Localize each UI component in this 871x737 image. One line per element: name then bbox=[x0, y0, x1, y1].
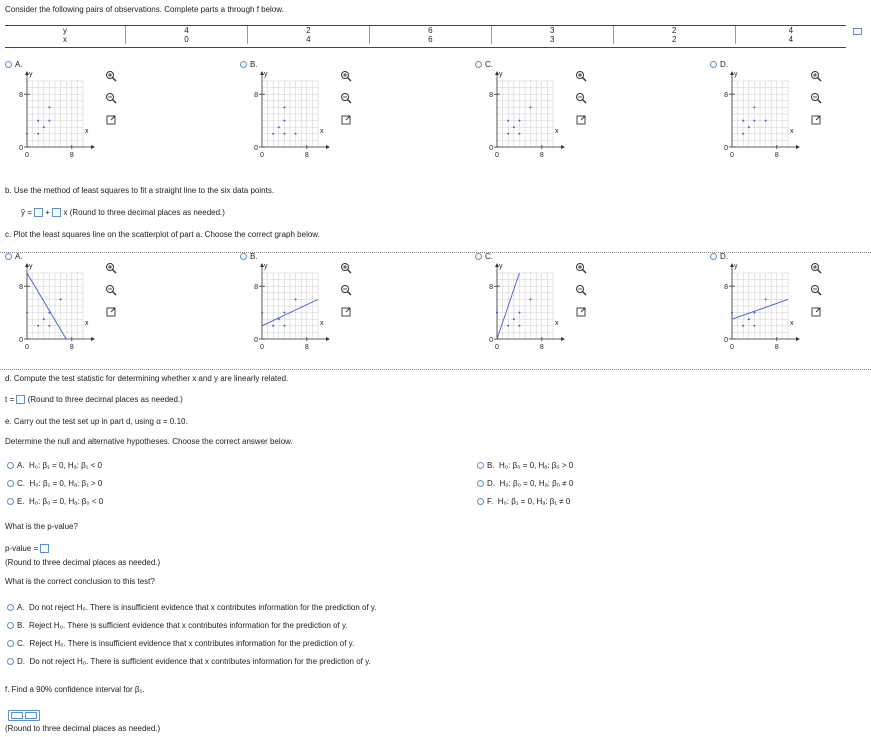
intercept-input[interactable] bbox=[34, 208, 43, 217]
x-tick-label: 0 bbox=[730, 152, 734, 159]
zoom-out-icon[interactable] bbox=[575, 284, 587, 296]
zoom-in-icon[interactable] bbox=[810, 70, 822, 82]
data-point bbox=[518, 120, 520, 122]
data-point bbox=[37, 120, 39, 122]
t-stat-row bbox=[5, 395, 183, 405]
graph-option-label[interactable]: C. bbox=[475, 60, 493, 70]
graph-option-b[interactable] bbox=[240, 252, 360, 362]
hypothesis-option-f[interactable]: F. H₀: β₁ = 0, Hₐ: β₁ ≠ 0 bbox=[477, 497, 570, 507]
data-point bbox=[742, 325, 744, 327]
popout-icon[interactable] bbox=[105, 306, 117, 318]
radio-icon[interactable] bbox=[7, 462, 14, 469]
hypothesis-option-b[interactable]: B. H₀: β₀ = 0, Hₐ: β₀ > 0 bbox=[477, 461, 573, 471]
x-cell: 6 bbox=[369, 35, 491, 44]
conclusion-option-d[interactable]: D. Do not reject H₀. There is sufficient evidence that x contributes information for the prediction of y. bbox=[7, 657, 371, 667]
data-point bbox=[295, 133, 297, 135]
graph-option-c[interactable] bbox=[475, 60, 595, 170]
y-header: y bbox=[63, 26, 67, 35]
zoom-in-icon[interactable] bbox=[105, 262, 117, 274]
data-point bbox=[283, 312, 285, 314]
t-stat-input[interactable] bbox=[16, 395, 25, 404]
y-axis-label: y bbox=[264, 71, 268, 78]
data-point bbox=[731, 312, 733, 314]
data-point bbox=[748, 318, 750, 320]
x-tick-label: 0 bbox=[730, 344, 734, 351]
data-point bbox=[43, 126, 45, 128]
y-axis-label: y bbox=[734, 263, 738, 270]
y-cell: 2 bbox=[613, 26, 735, 35]
part-b-equation bbox=[21, 208, 225, 218]
pvalue-row bbox=[5, 544, 49, 554]
x-tick-label: 0 bbox=[25, 344, 29, 351]
copy-table-icon[interactable] bbox=[853, 28, 862, 35]
radio-icon[interactable] bbox=[7, 622, 14, 629]
graph-option-b[interactable] bbox=[240, 60, 360, 170]
data-point bbox=[765, 120, 767, 122]
conclusion-option-a[interactable]: A. Do not reject H₀. There is insufficient evidence that x contributes information for the prediction of y. bbox=[7, 603, 377, 613]
data-point bbox=[283, 325, 285, 327]
popout-icon[interactable] bbox=[340, 306, 352, 318]
y-cell: 4 bbox=[735, 26, 846, 35]
observations-grid bbox=[5, 26, 846, 44]
hypothesis-option-a[interactable]: A. H₀: β₁ = 0, Hₐ: β₁ < 0 bbox=[7, 461, 102, 471]
y-tick-label: 8 bbox=[724, 92, 728, 100]
part-e-text: e. Carry out the test set up in part d, using α = 0.10. bbox=[5, 417, 188, 426]
pvalue-question: What is the p-value? bbox=[5, 522, 78, 531]
data-point bbox=[272, 325, 274, 327]
radio-icon[interactable] bbox=[477, 498, 484, 505]
radio-icon[interactable] bbox=[7, 498, 14, 505]
data-point bbox=[295, 298, 297, 300]
radio-icon[interactable] bbox=[7, 658, 14, 665]
data-point bbox=[48, 120, 50, 122]
popout-icon[interactable] bbox=[810, 114, 822, 126]
interval-upper-input[interactable] bbox=[25, 712, 37, 719]
data-point bbox=[753, 106, 755, 108]
y-axis-label: y bbox=[734, 71, 738, 78]
graph-option-label[interactable]: C. bbox=[475, 252, 493, 262]
data-point bbox=[742, 120, 744, 122]
interval-input-group[interactable] bbox=[8, 710, 40, 721]
zoom-in-icon[interactable] bbox=[340, 70, 352, 82]
graph-option-label[interactable]: A. bbox=[5, 252, 23, 262]
data-point bbox=[518, 312, 520, 314]
radio-icon[interactable] bbox=[7, 604, 14, 611]
zoom-in-icon[interactable] bbox=[810, 262, 822, 274]
y-cell: 2 bbox=[247, 26, 369, 35]
zoom-out-icon[interactable] bbox=[105, 284, 117, 296]
graph-option-d[interactable] bbox=[710, 60, 830, 170]
popout-icon[interactable] bbox=[105, 114, 117, 126]
x-tick-label: 8 bbox=[539, 344, 544, 351]
x-axis-arrow-icon bbox=[91, 337, 95, 341]
radio-icon[interactable] bbox=[7, 640, 14, 647]
data-point bbox=[283, 120, 285, 122]
part-b-text: b. Use the method of least squares to fit a straight line to the six data points. bbox=[5, 186, 275, 195]
zoom-out-icon[interactable] bbox=[575, 92, 587, 104]
x-cell: 0 bbox=[126, 35, 248, 44]
graph-option-label[interactable]: B. bbox=[240, 252, 258, 262]
zoom-out-icon[interactable] bbox=[340, 92, 352, 104]
radio-icon[interactable] bbox=[477, 462, 484, 469]
y-tick-label: 0 bbox=[19, 337, 23, 344]
zoom-out-icon[interactable] bbox=[340, 284, 352, 296]
x-axis-label: x bbox=[790, 320, 794, 327]
data-point bbox=[278, 126, 280, 128]
interval-lower-input[interactable] bbox=[11, 712, 23, 719]
x-tick-label: 8 bbox=[69, 344, 74, 351]
zoom-in-icon[interactable] bbox=[340, 262, 352, 274]
data-point bbox=[272, 133, 274, 135]
graph-option-a[interactable] bbox=[5, 60, 125, 170]
data-point bbox=[496, 312, 498, 314]
data-point bbox=[513, 126, 515, 128]
y-tick-label: 8 bbox=[254, 284, 258, 292]
y-tick-label: 0 bbox=[724, 337, 728, 344]
hypothesis-option-c[interactable]: C. H₀: β₁ = 0, Hₐ: β₁ > 0 bbox=[7, 479, 102, 489]
x-cell: 4 bbox=[735, 35, 846, 44]
data-point bbox=[507, 133, 509, 135]
x-axis-label: x bbox=[320, 320, 324, 327]
graph-option-label[interactable]: B. bbox=[240, 60, 258, 70]
data-point bbox=[48, 325, 50, 327]
data-point bbox=[765, 298, 767, 300]
y-cell: 6 bbox=[369, 26, 491, 35]
y-cell: 4 bbox=[126, 26, 248, 35]
pvalue-label: p-value = bbox=[5, 544, 39, 553]
y-axis-label: y bbox=[29, 263, 33, 270]
data-point bbox=[26, 133, 28, 135]
data-point bbox=[60, 298, 62, 300]
data-point bbox=[48, 106, 50, 108]
data-point bbox=[283, 106, 285, 108]
x-axis-arrow-icon bbox=[561, 337, 565, 341]
radio-icon[interactable] bbox=[477, 480, 484, 487]
y-tick-label: 0 bbox=[19, 145, 23, 152]
popout-icon[interactable] bbox=[575, 114, 587, 126]
data-point bbox=[753, 120, 755, 122]
zoom-out-icon[interactable] bbox=[105, 92, 117, 104]
part-f-round-note: (Round to three decimal places as needed.) bbox=[5, 724, 161, 733]
graph-option-label[interactable]: D. bbox=[710, 252, 728, 262]
x-axis-arrow-icon bbox=[796, 145, 800, 149]
x-tick-label: 0 bbox=[260, 344, 264, 351]
part-c-text: c. Plot the least squares line on the scatterplot of part a. Choose the correct graph below. bbox=[5, 230, 320, 239]
data-point bbox=[43, 318, 45, 320]
zoom-in-icon[interactable] bbox=[105, 70, 117, 82]
y-tick-label: 8 bbox=[724, 284, 728, 292]
data-point bbox=[518, 325, 520, 327]
y-axis-label: y bbox=[29, 71, 33, 78]
radio-icon[interactable] bbox=[7, 480, 14, 487]
x-tick-label: 8 bbox=[774, 344, 779, 351]
divider bbox=[0, 369, 871, 370]
data-point bbox=[518, 133, 520, 135]
graph-option-c[interactable] bbox=[475, 252, 595, 362]
y-tick-label: 8 bbox=[19, 92, 23, 100]
x-axis-label: x bbox=[85, 320, 89, 327]
popout-icon[interactable] bbox=[340, 114, 352, 126]
x-cell: 4 bbox=[247, 35, 369, 44]
x-tick-label: 0 bbox=[25, 152, 29, 159]
y-tick-label: 8 bbox=[254, 92, 258, 100]
zoom-in-icon[interactable] bbox=[575, 262, 587, 274]
x-header: x bbox=[63, 35, 67, 44]
t-round-note: (Round to three decimal places as needed.) bbox=[27, 395, 183, 404]
x-tick-label: 0 bbox=[260, 152, 264, 159]
y-tick-label: 8 bbox=[489, 92, 493, 100]
data-point bbox=[261, 312, 263, 314]
intro-text: Consider the following pairs of observations. Complete parts a through f below. bbox=[5, 5, 284, 14]
zoom-out-icon[interactable] bbox=[810, 92, 822, 104]
part-f-text: f. Find a 90% confidence interval for β₁. bbox=[5, 685, 145, 694]
x-axis-arrow-icon bbox=[561, 145, 565, 149]
data-point bbox=[753, 325, 755, 327]
x-tick-label: 8 bbox=[69, 152, 74, 159]
hypothesis-prompt: Determine the null and alternative hypotheses. Choose the correct answer below. bbox=[5, 437, 293, 446]
y-tick-label: 0 bbox=[254, 145, 258, 152]
hypothesis-option-e[interactable]: E. H₀: β₀ = 0, Hₐ: β₀ < 0 bbox=[7, 497, 103, 507]
x-tick-label: 8 bbox=[304, 344, 309, 351]
x-axis-arrow-icon bbox=[91, 145, 95, 149]
y-axis-label: y bbox=[499, 71, 503, 78]
y-tick-label: 8 bbox=[489, 284, 493, 292]
y-tick-label: 0 bbox=[489, 337, 493, 344]
graph-option-label[interactable]: A. bbox=[5, 60, 23, 70]
y-axis-label: y bbox=[264, 263, 268, 270]
part-d-text: d. Compute the test statistic for determining whether x and y are linearly related. bbox=[5, 374, 289, 383]
x-cell: 3 bbox=[491, 35, 613, 44]
data-point bbox=[530, 106, 532, 108]
plus-sign: + bbox=[45, 208, 51, 217]
popout-icon[interactable] bbox=[810, 306, 822, 318]
x-tick-label: 0 bbox=[495, 344, 499, 351]
x-axis-label: x bbox=[320, 128, 324, 135]
conclusion-option-b[interactable]: B. Reject H₀. There is sufficient evidence that x contributes information for the prediction of y. bbox=[7, 621, 348, 631]
data-point bbox=[530, 298, 532, 300]
x-axis-label: x bbox=[85, 128, 89, 135]
x-axis-label: x bbox=[555, 128, 559, 135]
x-cell: 2 bbox=[613, 35, 735, 44]
zoom-out-icon[interactable] bbox=[810, 284, 822, 296]
x-tick-label: 8 bbox=[539, 152, 544, 159]
data-point bbox=[742, 133, 744, 135]
data-point bbox=[748, 126, 750, 128]
x-suffix: x (Round to three decimal places as needed.) bbox=[63, 208, 225, 217]
conclusion-option-c[interactable]: C. Reject H₀. There is insufficient evidence that x contributes information for the prediction of y. bbox=[7, 639, 354, 649]
x-axis-arrow-icon bbox=[796, 337, 800, 341]
y-tick-label: 0 bbox=[489, 145, 493, 152]
data-point bbox=[283, 133, 285, 135]
pvalue-round-note: (Round to three decimal places as needed.) bbox=[5, 558, 161, 567]
data-point bbox=[26, 312, 28, 314]
y-axis-label: y bbox=[499, 263, 503, 270]
graph-option-d[interactable] bbox=[710, 252, 830, 362]
x-tick-label: 8 bbox=[774, 152, 779, 159]
data-point bbox=[507, 325, 509, 327]
zoom-in-icon[interactable] bbox=[575, 70, 587, 82]
y-tick-label: 0 bbox=[724, 145, 728, 152]
x-tick-label: 0 bbox=[495, 152, 499, 159]
y-cell: 3 bbox=[491, 26, 613, 35]
x-axis-label: x bbox=[790, 128, 794, 135]
t-label: t = bbox=[5, 395, 15, 404]
y-tick-label: 8 bbox=[19, 284, 23, 292]
data-point bbox=[507, 120, 509, 122]
conclusion-question: What is the correct conclusion to this test? bbox=[5, 577, 155, 586]
y-tick-label: 0 bbox=[254, 337, 258, 344]
data-point bbox=[37, 133, 39, 135]
data-point bbox=[37, 325, 39, 327]
x-axis-arrow-icon bbox=[326, 145, 330, 149]
yhat-label: ŷ = bbox=[21, 208, 32, 217]
x-tick-label: 8 bbox=[304, 152, 309, 159]
slope-input[interactable] bbox=[52, 208, 61, 217]
data-point bbox=[513, 318, 515, 320]
pvalue-input[interactable] bbox=[40, 544, 49, 553]
graph-option-label[interactable]: D. bbox=[710, 60, 728, 70]
hypothesis-option-d[interactable]: D. H₀: β₀ = 0, Hₐ: β₀ ≠ 0 bbox=[477, 479, 573, 489]
popout-icon[interactable] bbox=[575, 306, 587, 318]
x-axis-label: x bbox=[555, 320, 559, 327]
x-axis-arrow-icon bbox=[326, 337, 330, 341]
graph-option-a[interactable] bbox=[5, 252, 125, 362]
